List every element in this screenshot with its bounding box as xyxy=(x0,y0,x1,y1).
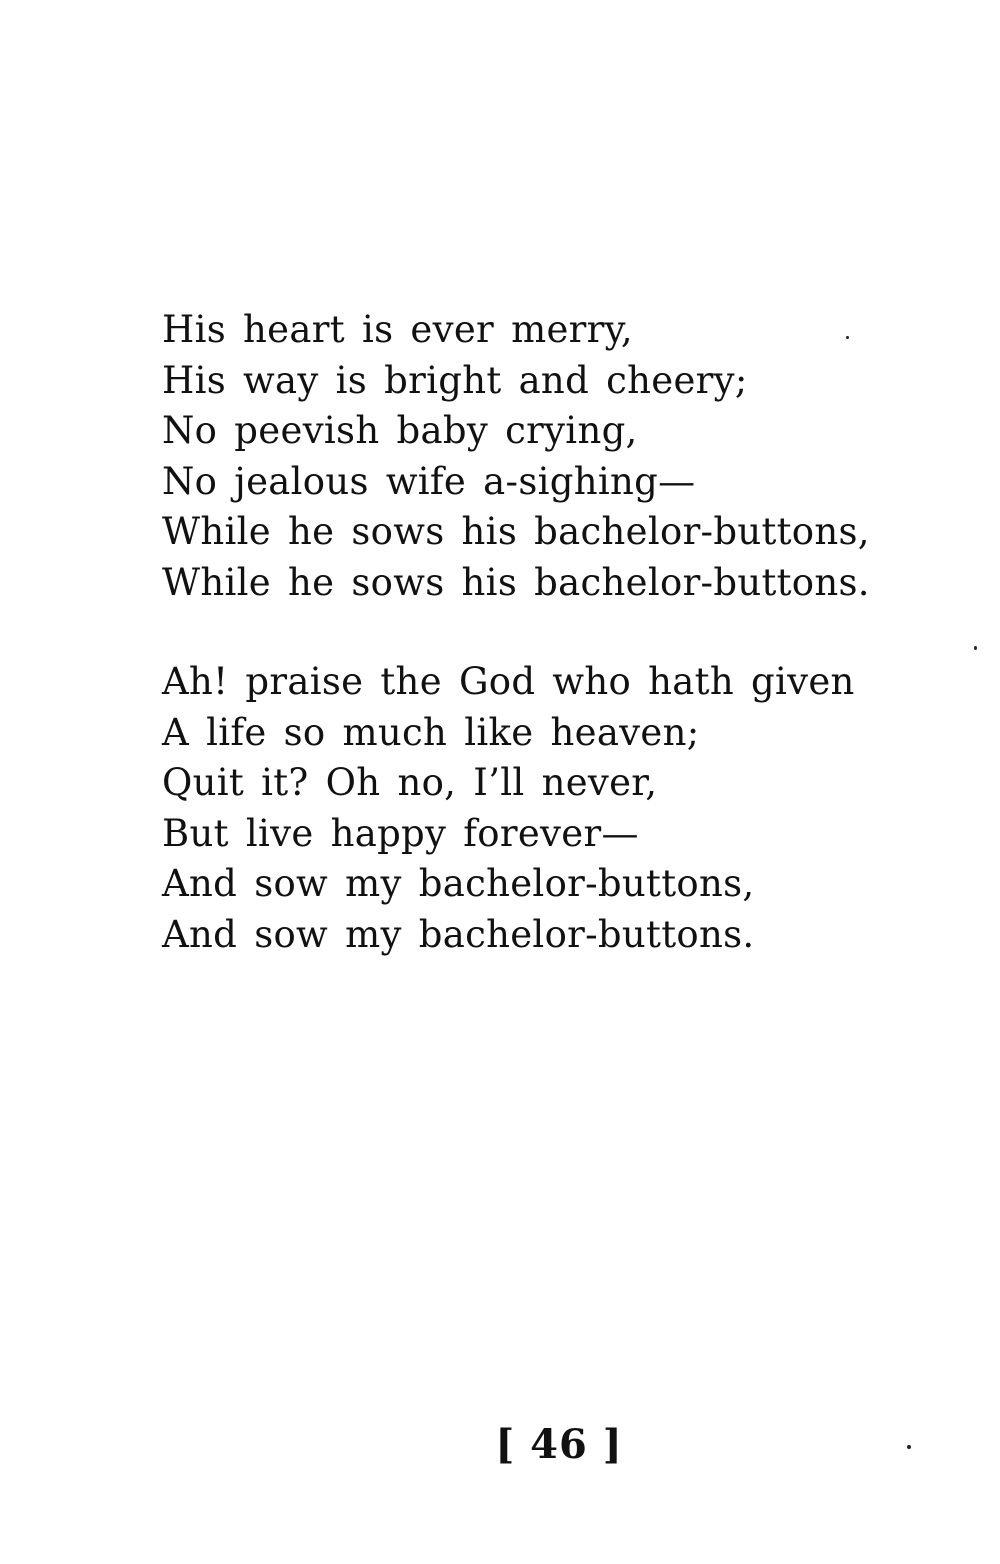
stanza-2 xyxy=(162,657,922,960)
poem-line: His way is bright and cheery; xyxy=(162,358,748,402)
stanza-1 xyxy=(162,305,922,608)
scan-speck xyxy=(846,336,849,339)
poem-line: And sow my bachelor-buttons, xyxy=(162,862,755,905)
poem-line: Ah! praise the God who hath given xyxy=(162,660,855,703)
poem-line: No peevish baby crying, xyxy=(162,409,638,452)
poem-line: No jealous wife a-sighing— xyxy=(162,459,696,503)
poem-line: But live happy forever— xyxy=(162,811,639,855)
scan-speck xyxy=(974,646,977,650)
poem-line: Quit it? Oh no, I’ll never, xyxy=(162,761,658,804)
poem-line: While he sows his bachelor-buttons. xyxy=(162,560,870,604)
poem-line: His heart is ever merry, xyxy=(162,308,633,351)
poem-line: And sow my bachelor-buttons. xyxy=(162,912,755,956)
poem-line: A life so much like heaven; xyxy=(162,710,700,754)
poem-line: While he sows his bachelor-buttons, xyxy=(162,510,870,553)
page-number: [ 46 ] xyxy=(495,1421,623,1468)
scan-speck xyxy=(907,1445,911,1449)
